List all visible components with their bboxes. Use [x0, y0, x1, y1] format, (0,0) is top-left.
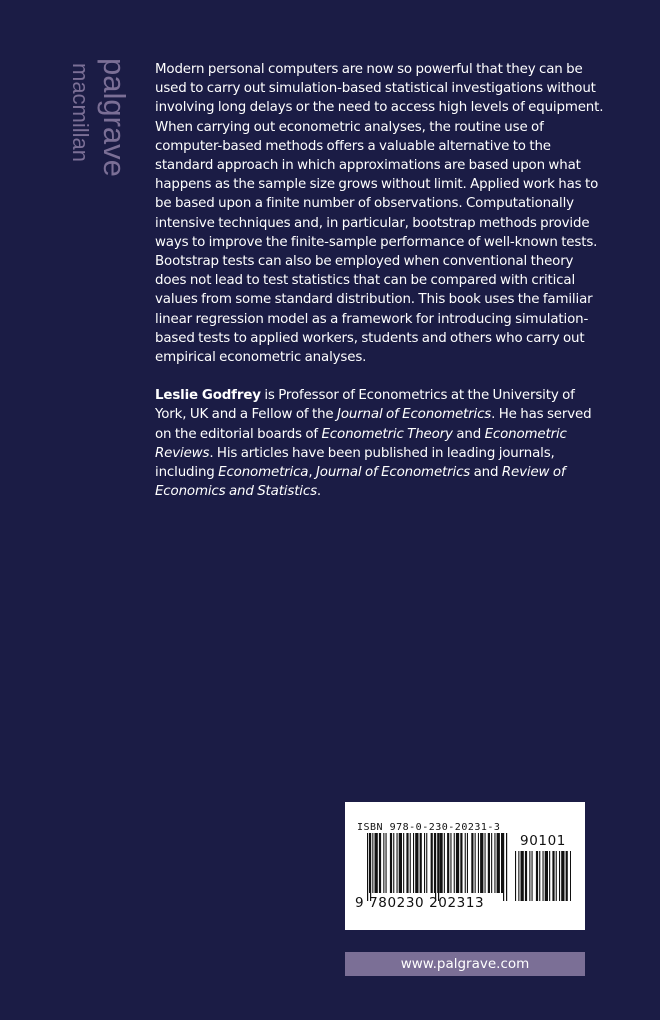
- author-name: Leslie Godfrey: [155, 388, 261, 404]
- ean-digits: 9 780230 202313: [355, 895, 485, 911]
- author-bio-paragraph: [155, 386, 607, 501]
- isbn-barcode: [345, 802, 585, 930]
- back-cover-blurb: [155, 60, 607, 501]
- bio-text: . He has served on the editorial boards of: [155, 407, 592, 442]
- journal-title: Econometric Theory: [321, 426, 453, 442]
- logo-macmillan-text: macmillan: [68, 63, 93, 163]
- bio-text: and: [470, 465, 502, 481]
- journal-title: Journal of Econometrics: [316, 465, 471, 481]
- bio-text: ,: [308, 465, 316, 481]
- logo-palgrave-text: palgrave: [97, 58, 132, 177]
- journal-title: Review of Economics and Statistics: [155, 465, 566, 500]
- bio-text: is Professor of Econometrics at the University of York, UK and a Fellow of the: [155, 388, 575, 423]
- website-url[interactable]: www.palgrave.com: [345, 952, 585, 976]
- bio-text: . His articles have been published in leading journals, including: [155, 445, 555, 481]
- price-addon-digits: 90101: [520, 833, 566, 849]
- description-paragraph: Modern personal computers are now so powerful that they can be used to carry out simulation-based statistical investigations without involving long delays or the need to access high levels of equipment. When carrying out econometric analyses, the routine use of computer-based methods offers a valuable alternative to the standard approach in which approximations are based upon what happens as the sample size grows without limit. Applied work has to be based upon a finite number of observations. Computationally intensive techniques and, in particular, bootstrap methods provide ways to improve the finite-sample performance of well-known tests. Bootstrap tests can also be employed when conventional theory does not lead to test statistics that can be compared with critical values from some standard distribution. This book uses the familiar linear regression model as a framework for introducing simulation-based tests to applied workers, students and others who carry out empirical econometric analyses.: [155, 62, 604, 366]
- journal-title: Econometric Reviews: [155, 426, 567, 461]
- journal-title: Journal of Econometrics: [337, 407, 492, 423]
- journal-title: Econometrica: [218, 465, 309, 481]
- bio-text: and: [452, 426, 485, 442]
- publisher-logo: [66, 58, 132, 208]
- bio-text: .: [316, 484, 322, 500]
- isbn-label: ISBN 978-0-230-20231-3: [357, 822, 501, 833]
